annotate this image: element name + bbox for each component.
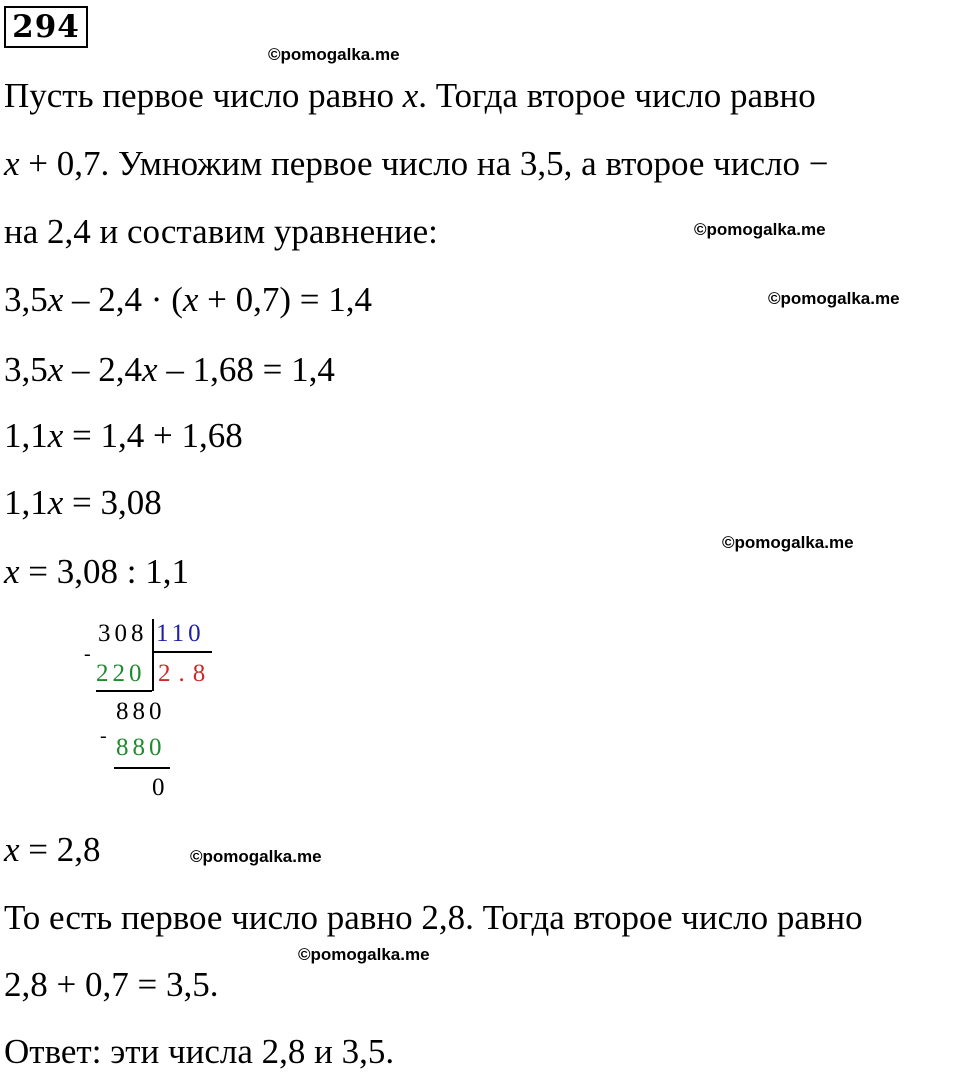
equation-6 <box>4 830 101 870</box>
variable: x <box>47 483 64 522</box>
quotient: 2.8 <box>158 660 214 687</box>
equation-1 <box>4 280 372 320</box>
text-line-2 <box>4 144 828 184</box>
equation-2 <box>4 350 335 390</box>
variable: x <box>47 280 64 319</box>
problem-number: 294 <box>4 6 88 48</box>
division-bracket-horizontal <box>152 651 212 653</box>
text-segment: Пусть первое число равно <box>4 76 403 115</box>
variable: x <box>4 552 20 591</box>
watermark: ©pomogalka.me <box>722 533 854 552</box>
equation-3 <box>4 416 243 456</box>
equation-4 <box>4 483 162 523</box>
subtrahend-1: 220 <box>96 660 146 687</box>
final-remainder: 0 <box>152 774 169 801</box>
subtrahend-2: 880 <box>116 734 166 761</box>
minus-sign: - <box>84 643 95 665</box>
subtraction-line-1 <box>96 690 152 692</box>
dividend: 308 <box>98 620 148 647</box>
watermark: ©pomogalka.me <box>190 847 322 866</box>
text-segment: – 2,4 · ( <box>63 280 183 319</box>
watermark: ©pomogalka.me <box>298 945 430 964</box>
text-segment: 3,5 <box>4 280 48 319</box>
division-bracket-vertical <box>152 619 154 691</box>
text-segment: = 3,08 : 1,1 <box>19 552 190 591</box>
text-segment: 3,5 <box>4 350 48 389</box>
watermark: ©pomogalka.me <box>268 45 400 64</box>
variable: x <box>47 416 64 455</box>
text-segment: + 0,7. Умножим первое число на 3,5, а второе число − <box>19 144 829 183</box>
watermark: ©pomogalka.me <box>694 220 826 239</box>
text-segment: – 2,4 <box>63 350 143 389</box>
remainder-1: 880 <box>116 698 166 725</box>
variable: x <box>4 144 20 183</box>
minus-sign: - <box>100 725 111 747</box>
variable: x <box>47 350 64 389</box>
conclusion-line-1: То есть первое число равно 2,8. Тогда второе число равно <box>4 898 863 937</box>
divisor: 110 <box>156 620 205 647</box>
conclusion-line-2: 2,8 + 0,7 = 3,5. <box>4 965 219 1004</box>
subtraction-line-2 <box>114 767 170 769</box>
equation-5 <box>4 552 189 592</box>
text-line-1 <box>4 76 816 116</box>
answer-line: Ответ: эти числа 2,8 и 3,5. <box>4 1032 395 1071</box>
text-segment: – 1,68 = 1,4 <box>157 350 335 389</box>
variable: x <box>4 830 20 869</box>
text-line-3: на 2,4 и составим уравнение: <box>4 212 438 251</box>
variable: x <box>402 76 419 115</box>
watermark: ©pomogalka.me <box>768 289 900 308</box>
text-segment: . Тогда второе число равно <box>418 76 816 115</box>
text-segment: 1,1 <box>4 483 48 522</box>
variable: x <box>142 350 158 389</box>
text-segment: + 0,7) = 1,4 <box>198 280 373 319</box>
text-segment: 1,1 <box>4 416 48 455</box>
variable: x <box>182 280 199 319</box>
text-segment: = 3,08 <box>63 483 162 522</box>
long-division <box>84 616 234 806</box>
text-segment: = 2,8 <box>19 830 101 869</box>
text-segment: = 1,4 + 1,68 <box>63 416 243 455</box>
